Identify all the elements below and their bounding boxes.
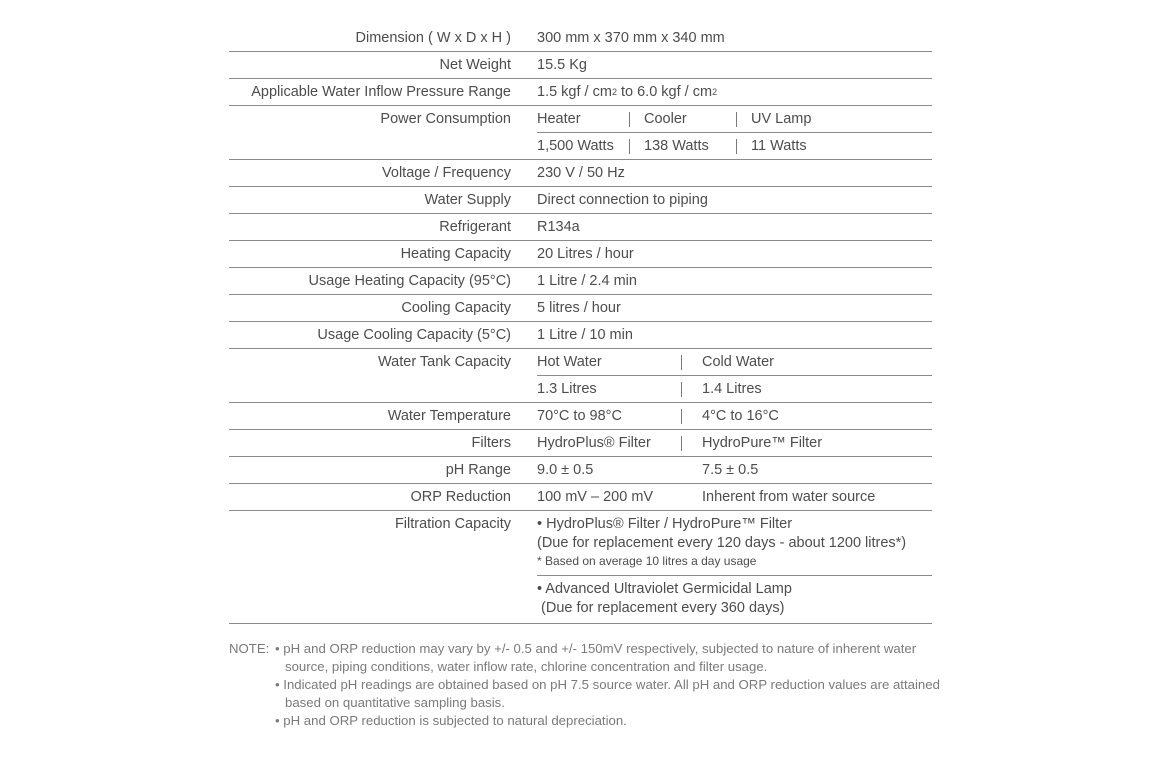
notes-section bbox=[229, 640, 949, 730]
cooler-watts: 138 Watts bbox=[644, 138, 709, 154]
column-divider bbox=[681, 436, 682, 451]
table-row bbox=[229, 484, 932, 511]
uv-lamp-item: • Advanced Ultraviolet Germicidal Lamp bbox=[537, 581, 792, 597]
col-cooler: Cooler bbox=[644, 111, 687, 127]
row-value bbox=[537, 403, 932, 429]
table-row bbox=[229, 52, 932, 79]
usage-footnote: * Based on average 10 litres a day usage bbox=[537, 554, 757, 568]
row-label: Filters bbox=[471, 435, 511, 451]
col-cold-water: Cold Water bbox=[702, 354, 774, 370]
table-row bbox=[229, 79, 932, 106]
column-divider bbox=[736, 112, 737, 127]
pressure-max: to 6.0 kgf / cm bbox=[616, 84, 713, 100]
orp-hydroplus: 100 mV – 200 mV bbox=[537, 489, 654, 505]
row-label: Water Supply bbox=[424, 192, 511, 208]
row-value: 300 mm x 370 mm x 340 mm bbox=[537, 30, 725, 46]
hydropure-filter: HydroPure™ Filter bbox=[702, 435, 823, 451]
note-item: • pH and ORP reduction may vary by +/- 0.5 and +/- 150mV respectively, subjected to nature of inherent water source, piping conditions, water inflow rate, chlorine concentration and filter usage. bbox=[275, 641, 917, 674]
table-row bbox=[229, 295, 932, 322]
filter-replacement: (Due for replacement every 120 days - about 1200 litres*) bbox=[537, 535, 907, 551]
row-value bbox=[537, 79, 932, 105]
table-row bbox=[229, 403, 932, 430]
row-value: 1 Litre / 10 min bbox=[537, 327, 633, 343]
tank-header-line bbox=[537, 349, 932, 375]
pressure-min: 1.5 kgf / cm bbox=[537, 84, 612, 100]
unit-superscript: 2 bbox=[712, 87, 718, 97]
column-divider bbox=[681, 409, 682, 424]
row-value: 1 Litre / 2.4 min bbox=[537, 273, 637, 289]
note-heading: NOTE: bbox=[229, 641, 270, 656]
table-row bbox=[229, 160, 932, 187]
ph-hydroplus: 9.0 ± 0.5 bbox=[537, 462, 594, 478]
row-label: Refrigerant bbox=[439, 219, 511, 235]
filter-capacity-block bbox=[537, 511, 932, 575]
row-value bbox=[537, 457, 932, 483]
uv-lamp-watts: 11 Watts bbox=[751, 138, 807, 154]
row-value: 5 litres / hour bbox=[537, 300, 621, 316]
row-value: 15.5 Kg bbox=[537, 57, 587, 73]
row-label: ORP Reduction bbox=[410, 489, 511, 505]
row-value bbox=[537, 484, 932, 510]
cold-temperature: 4°C to 16°C bbox=[702, 408, 779, 424]
column-divider bbox=[681, 355, 682, 370]
table-row bbox=[229, 106, 932, 160]
column-divider bbox=[629, 112, 630, 127]
table-row bbox=[229, 187, 932, 214]
unit-superscript: 2 bbox=[611, 87, 617, 97]
table-row bbox=[229, 349, 932, 403]
note-item: • Indicated pH readings are obtained based on pH 7.5 source water. All pH and ORP reduction values are attained based on quantitative sampling basis. bbox=[275, 677, 940, 710]
uv-lamp-replacement: (Due for replacement every 360 days) bbox=[537, 600, 785, 616]
column-divider bbox=[736, 139, 737, 154]
table-row bbox=[229, 430, 932, 457]
row-value: Direct connection to piping bbox=[537, 192, 708, 208]
power-value-line bbox=[537, 132, 932, 159]
row-label: Power Consumption bbox=[380, 111, 511, 127]
col-uv-lamp: UV Lamp bbox=[751, 111, 812, 127]
hydroplus-filter: HydroPlus® Filter bbox=[537, 435, 651, 451]
row-label: Heating Capacity bbox=[400, 246, 511, 262]
table-row bbox=[229, 241, 932, 268]
row-label: Cooling Capacity bbox=[401, 300, 511, 316]
ph-hydropure: 7.5 ± 0.5 bbox=[702, 462, 759, 478]
row-label: pH Range bbox=[445, 462, 511, 478]
row-label: Applicable Water Inflow Pressure Range bbox=[251, 84, 511, 100]
row-label: Voltage / Frequency bbox=[382, 165, 511, 181]
orp-hydropure: Inherent from water source bbox=[702, 489, 876, 505]
table-row bbox=[229, 511, 932, 624]
row-label: Water Tank Capacity bbox=[378, 354, 511, 370]
table-row bbox=[229, 457, 932, 484]
heater-watts: 1,500 Watts bbox=[537, 138, 614, 154]
hot-temperature: 70°C to 98°C bbox=[537, 408, 622, 424]
table-row bbox=[229, 25, 932, 52]
row-label: Dimension ( W x D x H ) bbox=[355, 30, 511, 46]
row-label: Filtration Capacity bbox=[394, 516, 511, 532]
cold-tank-capacity: 1.4 Litres bbox=[702, 381, 762, 397]
column-divider bbox=[629, 139, 630, 154]
col-hot-water: Hot Water bbox=[537, 354, 602, 370]
uv-lamp-block bbox=[537, 575, 932, 623]
row-label: Usage Cooling Capacity (5°C) bbox=[317, 327, 511, 343]
row-label: Usage Heating Capacity (95°C) bbox=[308, 273, 511, 289]
table-row bbox=[229, 268, 932, 295]
note-item: • pH and ORP reduction is subjected to natural depreciation. bbox=[275, 713, 627, 728]
hot-tank-capacity: 1.3 Litres bbox=[537, 381, 597, 397]
row-label: Net Weight bbox=[439, 57, 511, 73]
row-value bbox=[537, 430, 932, 456]
spec-table bbox=[229, 25, 932, 624]
table-row bbox=[229, 214, 932, 241]
row-label: Water Temperature bbox=[387, 408, 511, 424]
row-value: R134a bbox=[537, 219, 580, 235]
filter-item: • HydroPlus® Filter / HydroPure™ Filter bbox=[537, 516, 793, 532]
column-divider bbox=[681, 382, 682, 397]
col-heater: Heater bbox=[537, 111, 581, 127]
table-row bbox=[229, 322, 932, 349]
power-header-line bbox=[537, 106, 932, 132]
row-value: 230 V / 50 Hz bbox=[537, 165, 625, 181]
tank-value-line bbox=[537, 375, 932, 402]
row-value: 20 Litres / hour bbox=[537, 246, 634, 262]
